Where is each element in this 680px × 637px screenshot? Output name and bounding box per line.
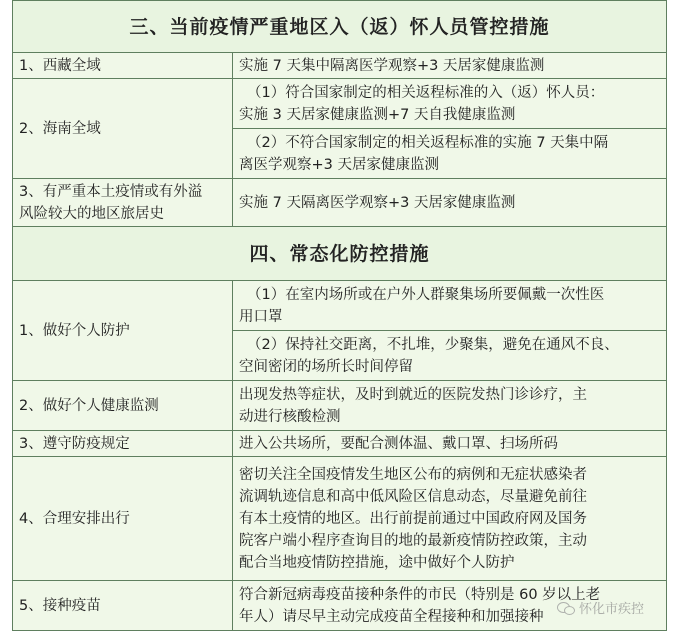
- row-label: 2、做好个人健康监测: [13, 381, 233, 431]
- table-row: [13, 79, 667, 129]
- section-4-title: 四、常态化防控措施: [13, 227, 667, 281]
- measures-table: [12, 0, 667, 631]
- row-content: 实施 7 天隔离医学观察+3 天居家健康监测: [233, 179, 667, 227]
- row-content: [233, 457, 667, 581]
- table-row: [13, 53, 667, 79]
- text-line: （1）符合国家制定的相关返程标准的入（返）怀人员：: [247, 84, 605, 101]
- row-content: 实施 7 天集中隔离医学观察+3 天居家健康监测: [233, 53, 667, 79]
- row-label: 5、接种疫苗: [13, 581, 233, 631]
- text-line: （2）保持社交距离，不扎堆，少聚集，避免在通风不良、: [247, 336, 619, 353]
- row-content: [233, 581, 667, 631]
- section-3-title: 三、当前疫情严重地区入（返）怀人员管控措施: [13, 1, 667, 53]
- table-row: [13, 431, 667, 457]
- row-subitem: [233, 281, 667, 331]
- text-line: 有本土疫情的地区。出行前提前通过中国政府网及国务: [239, 510, 587, 527]
- row-content: 进入公共场所，要配合测体温、戴口罩、扫场所码: [233, 431, 667, 457]
- text-line: 实施 3 天居家健康监测+7 天自我健康监测: [239, 106, 516, 123]
- text-line: 院客户端小程序查询目的地的最新疫情防控政策，主动: [239, 532, 587, 549]
- table-row: [13, 381, 667, 431]
- row-content: [233, 381, 667, 431]
- row-subitem: [233, 79, 667, 129]
- text-line: 空间密闭的场所长时间停留: [239, 358, 413, 375]
- row-label: [13, 179, 233, 227]
- text-line: 离医学观察+3 天居家健康监测: [239, 156, 439, 173]
- row-subitem: [233, 331, 667, 381]
- row-subitem: [233, 129, 667, 179]
- row-label: 3、遵守防疫规定: [13, 431, 233, 457]
- text-line: 用口罩: [239, 308, 283, 325]
- text-line: 配合当地疫情防控措施，途中做好个人防护: [239, 554, 515, 571]
- text-line: 符合新冠病毒疫苗接种条件的市民（特别是 60 岁以上老: [239, 586, 601, 603]
- text-line: 流调轨迹信息和高中低风险区信息动态，尽量避免前往: [239, 488, 587, 505]
- text-line: 年人）请尽早主动完成疫苗全程接种和加强接种: [239, 608, 544, 625]
- row-label: 1、西藏全域: [13, 53, 233, 79]
- text-line: （1）在室内场所或在户外人群聚集场所要佩戴一次性医: [247, 286, 605, 303]
- text-line: 出现发热等症状，及时到就近的医院发热门诊诊疗，主: [239, 386, 587, 403]
- table-row: [13, 179, 667, 227]
- row-label: 2、海南全域: [13, 79, 233, 179]
- watermark-text: 怀化市疾控: [578, 602, 644, 617]
- text-line: 密切关注全国疫情发生地区公布的病例和无症状感染者: [239, 466, 587, 483]
- row-label: 4、合理安排出行: [13, 457, 233, 581]
- measures-table-container: [12, 0, 666, 631]
- table-row: [13, 581, 667, 631]
- text-line: 3、有严重本土疫情或有外溢: [19, 183, 203, 200]
- table-row: [13, 457, 667, 581]
- row-label: 1、做好个人防护: [13, 281, 233, 381]
- text-line: （2）不符合国家制定的相关返程标准的实施 7 天集中隔: [247, 134, 609, 151]
- text-line: 动进行核酸检测: [239, 408, 341, 425]
- text-line: 风险较大的地区旅居史: [19, 205, 164, 222]
- table-row: [13, 281, 667, 331]
